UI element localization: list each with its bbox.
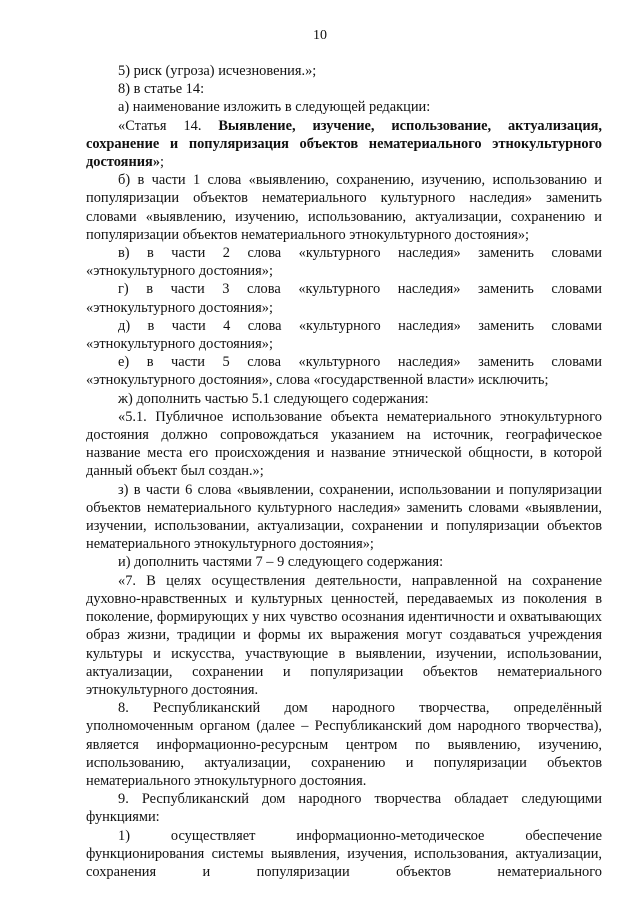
paragraph-part-7: «7. В целях осуществления деятельности, направленной на сохранение духовно-нравственных и культурных ценностей, передаваемых из поколения в поколение, формирующих у них чувство осознания идентичности и охватывающих образ жизни, традиции и формы их выражения могут создаваться учреждения культуры и искусства, участвующие в выявлении, изучении, использовании, актуализации, сохранении и популяризации объектов нематериального этнокультурного достояния. (86, 572, 602, 698)
paragraph-function-1: 1) осуществляет информационно-методическое обеспечение функционирования системы выявления, изучения, использования, актуализации, сохранения и популяризации объектов нематериального (86, 827, 602, 880)
page-number: 10 (313, 28, 327, 43)
paragraph-z: з) в части 6 слова «выявлении, сохранении, использовании и популяризации объектов нематериального культурного наследия» заменить словами «выявлении, изучении, использовании, актуализации, сохранении и популяризации объектов нематериального этнокультурного достояния»; (86, 481, 602, 553)
article-14-title-bold: Выявление, изучение, использование, актуализация, сохранение и популяризация объектов нематериального этнокультурного достояния» (86, 117, 602, 171)
paragraph-v: в) в части 2 слова «культурного наследия» заменить словами «этнокультурного достояния»; (86, 245, 602, 280)
paragraph-e: е) в части 5 слова «культурного наследия» заменить словами «этнокультурного достояния», слова «государственной власти» исключить; (86, 354, 602, 389)
paragraph-d: д) в части 4 слова «культурного наследия» заменить словами «этнокультурного достояния»; (86, 317, 602, 353)
paragraph-5-risk: 5) риск (угроза) исчезновения.»; (118, 63, 317, 79)
paragraph-a: а) наименование изложить в следующей редакции: (118, 99, 431, 116)
paragraph-5-1: «5.1. Публичное использование объекта нематериального этнокультурного достояния должно сопровождаться указанием на источник, географическое название места его происхождения и название этнической общности, в которой данный объект был создан.»; (86, 408, 602, 480)
paragraph-part-9: 9. Республиканский дом народного творчества обладает следующими функциями: (86, 791, 602, 826)
paragraph-g: г) в части 3 слова «культурного наследия» заменить словами «этнокультурного достояния»; (86, 281, 602, 316)
paragraph-i: и) дополнить частями 7 – 9 следующего содержания: (118, 554, 444, 571)
paragraph-b: б) в части 1 слова «выявлению, сохранению, изучению, использованию и популяризации объектов нематериального культурного наследия» заменить словами «выявлению, изучению, использованию, актуализации, сохранению и популяризации объектов нематериального этнокультурного достояния»; (86, 172, 602, 243)
paragraph-part-8: 8. Республиканский дом народного творчества, определённый уполномоченным органом (далее – Республиканский дом народного творчества), является информационно-ресурсным центром по выявлению, изучению, использованию, актуализации, сохранению и популяризации объектов нематериального этнокультурного достояния. (86, 700, 602, 789)
document-body (86, 62, 602, 881)
paragraph-article-14-title (86, 117, 602, 172)
article-14-suffix: ; (160, 154, 165, 171)
paragraph-zh: ж) дополнить частью 5.1 следующего содержания: (118, 390, 429, 407)
article-14-prefix: «Статья 14. (118, 117, 219, 134)
paragraph-8-article-14: 8) в статье 14: (118, 81, 205, 98)
